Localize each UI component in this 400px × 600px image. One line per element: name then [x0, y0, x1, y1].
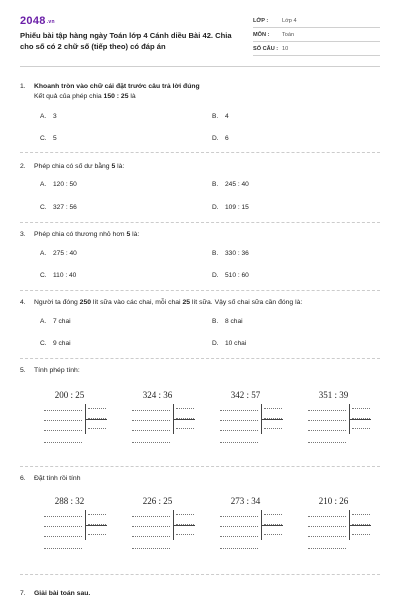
- answer-line[interactable]: [176, 534, 194, 535]
- answer-line[interactable]: [352, 408, 370, 409]
- q1-option-a[interactable]: A. 3: [40, 113, 57, 120]
- division-bar: [349, 525, 371, 526]
- division-bar: [85, 419, 107, 420]
- division-expression: 288 : 32: [54, 496, 85, 506]
- answer-line[interactable]: [308, 420, 346, 421]
- division-bar: [349, 419, 371, 420]
- division-workspace[interactable]: [296, 390, 371, 460]
- question-5: 5. Tính phép tính:: [20, 367, 80, 374]
- answer-line[interactable]: [132, 516, 170, 517]
- answer-line[interactable]: [88, 408, 106, 409]
- division-bar: [261, 525, 283, 526]
- answer-line[interactable]: [308, 430, 346, 431]
- answer-line[interactable]: [352, 514, 370, 515]
- answer-line[interactable]: [132, 442, 170, 443]
- division-expression: 210 : 26: [318, 496, 349, 506]
- answer-line[interactable]: [220, 430, 258, 431]
- division-bar: [173, 525, 195, 526]
- division-expression: 351 : 39: [318, 390, 349, 400]
- answer-line[interactable]: [308, 442, 346, 443]
- division-workspace[interactable]: [120, 390, 195, 460]
- division-workspace[interactable]: [32, 496, 107, 566]
- answer-line[interactable]: [132, 526, 170, 527]
- q2-option-b[interactable]: B. 245 : 40: [212, 181, 249, 188]
- answer-line[interactable]: [220, 442, 258, 443]
- answer-line[interactable]: [352, 534, 370, 535]
- answer-line[interactable]: [308, 516, 346, 517]
- worksheet-title: Phiếu bài tập hàng ngày Toán lớp 4 Cánh diều Bài 42. Chia cho số có 2 chữ số (tiếp theo) có đáp án: [20, 31, 232, 51]
- division-workspace[interactable]: [208, 496, 283, 566]
- answer-line[interactable]: [308, 536, 346, 537]
- division-expression: 200 : 25: [54, 390, 85, 400]
- q4-option-c[interactable]: C. 9 chai: [40, 340, 71, 347]
- answer-line[interactable]: [88, 514, 106, 515]
- answer-line[interactable]: [220, 410, 258, 411]
- question-2: 2. Phép chia có số dư bằng 5 là:: [20, 163, 125, 170]
- answer-line[interactable]: [264, 408, 282, 409]
- answer-line[interactable]: [44, 548, 82, 549]
- divider: [20, 358, 380, 359]
- q4-option-d[interactable]: D. 10 chai: [212, 340, 247, 347]
- answer-line[interactable]: [44, 516, 82, 517]
- answer-line[interactable]: [176, 514, 194, 515]
- division-expression: 324 : 36: [142, 390, 173, 400]
- q1-option-b[interactable]: B. 4: [212, 113, 229, 120]
- q4-option-b[interactable]: B. 8 chai: [212, 318, 243, 325]
- answer-line[interactable]: [132, 548, 170, 549]
- q3-option-a[interactable]: A. 275 : 40: [40, 250, 77, 257]
- question-7: 7. Giải bài toán sau.: [20, 590, 91, 597]
- answer-line[interactable]: [264, 428, 282, 429]
- division-workspace[interactable]: [296, 496, 371, 566]
- q1-option-d[interactable]: D. 6: [212, 135, 229, 142]
- answer-line[interactable]: [308, 526, 346, 527]
- answer-line[interactable]: [88, 534, 106, 535]
- q4-option-a[interactable]: A. 7 chai: [40, 318, 71, 325]
- answer-line[interactable]: [308, 548, 346, 549]
- answer-line[interactable]: [44, 526, 82, 527]
- answer-line[interactable]: [44, 536, 82, 537]
- division-workspace[interactable]: [32, 390, 107, 460]
- answer-line[interactable]: [132, 430, 170, 431]
- answer-line[interactable]: [132, 410, 170, 411]
- question-1: 1. Khoanh tròn vào chữ cái đặt trước câu trả lời đúng Kết quả của phép chia 150 : 25 là: [20, 83, 200, 100]
- division-expression: 273 : 34: [230, 496, 261, 506]
- answer-line[interactable]: [44, 410, 82, 411]
- answer-line[interactable]: [88, 428, 106, 429]
- answer-line[interactable]: [264, 514, 282, 515]
- answer-line[interactable]: [44, 442, 82, 443]
- division-workspace[interactable]: [208, 390, 283, 460]
- divider: [20, 152, 380, 153]
- answer-line[interactable]: [176, 428, 194, 429]
- question-6: 6. Đặt tính rồi tính: [20, 475, 81, 482]
- meta-info: [253, 14, 380, 56]
- divider: [20, 574, 380, 575]
- division-bar: [261, 419, 283, 420]
- q2-option-d[interactable]: D. 109 : 15: [212, 204, 249, 211]
- division-expression: 342 : 57: [230, 390, 261, 400]
- answer-line[interactable]: [44, 430, 82, 431]
- answer-line[interactable]: [220, 526, 258, 527]
- answer-line[interactable]: [132, 536, 170, 537]
- divider: [20, 466, 380, 467]
- division-bar: [85, 525, 107, 526]
- meta-subject-row: MÔN : Toán: [253, 28, 380, 42]
- answer-line[interactable]: [176, 408, 194, 409]
- q3-option-d[interactable]: D. 510 : 60: [212, 272, 249, 279]
- page-header: [0, 0, 400, 62]
- question-3: 3. Phép chia có thương nhỏ hơn 5 là:: [20, 231, 140, 238]
- q2-option-a[interactable]: A. 120 : 50: [40, 181, 77, 188]
- answer-line[interactable]: [220, 516, 258, 517]
- brand-logo[interactable]: 2048.vn: [20, 15, 55, 27]
- answer-line[interactable]: [308, 410, 346, 411]
- answer-line[interactable]: [220, 548, 258, 549]
- q3-option-b[interactable]: B. 330 : 36: [212, 250, 249, 257]
- header-divider: [20, 66, 380, 67]
- divider: [20, 222, 380, 223]
- answer-line[interactable]: [264, 534, 282, 535]
- q1-option-c[interactable]: C. 5: [40, 135, 57, 142]
- answer-line[interactable]: [220, 536, 258, 537]
- division-bar: [173, 419, 195, 420]
- division-expression: 226 : 25: [142, 496, 173, 506]
- question-4: 4. Người ta đóng 250 lít sữa vào các chai, mỗi chai 25 lít sữa. Vậy số chai sữa cần đóng là:: [20, 299, 303, 306]
- answer-line[interactable]: [132, 420, 170, 421]
- q3-option-c[interactable]: C. 110 : 40: [40, 272, 77, 279]
- answer-line[interactable]: [220, 420, 258, 421]
- meta-count-row: SỐ CÂU : 10: [253, 42, 380, 56]
- q2-option-c[interactable]: C. 327 : 56: [40, 204, 77, 211]
- division-workspace[interactable]: [120, 496, 195, 566]
- meta-class-row: LỚP : Lớp 4: [253, 14, 380, 28]
- answer-line[interactable]: [352, 428, 370, 429]
- divider: [20, 290, 380, 291]
- answer-line[interactable]: [44, 420, 82, 421]
